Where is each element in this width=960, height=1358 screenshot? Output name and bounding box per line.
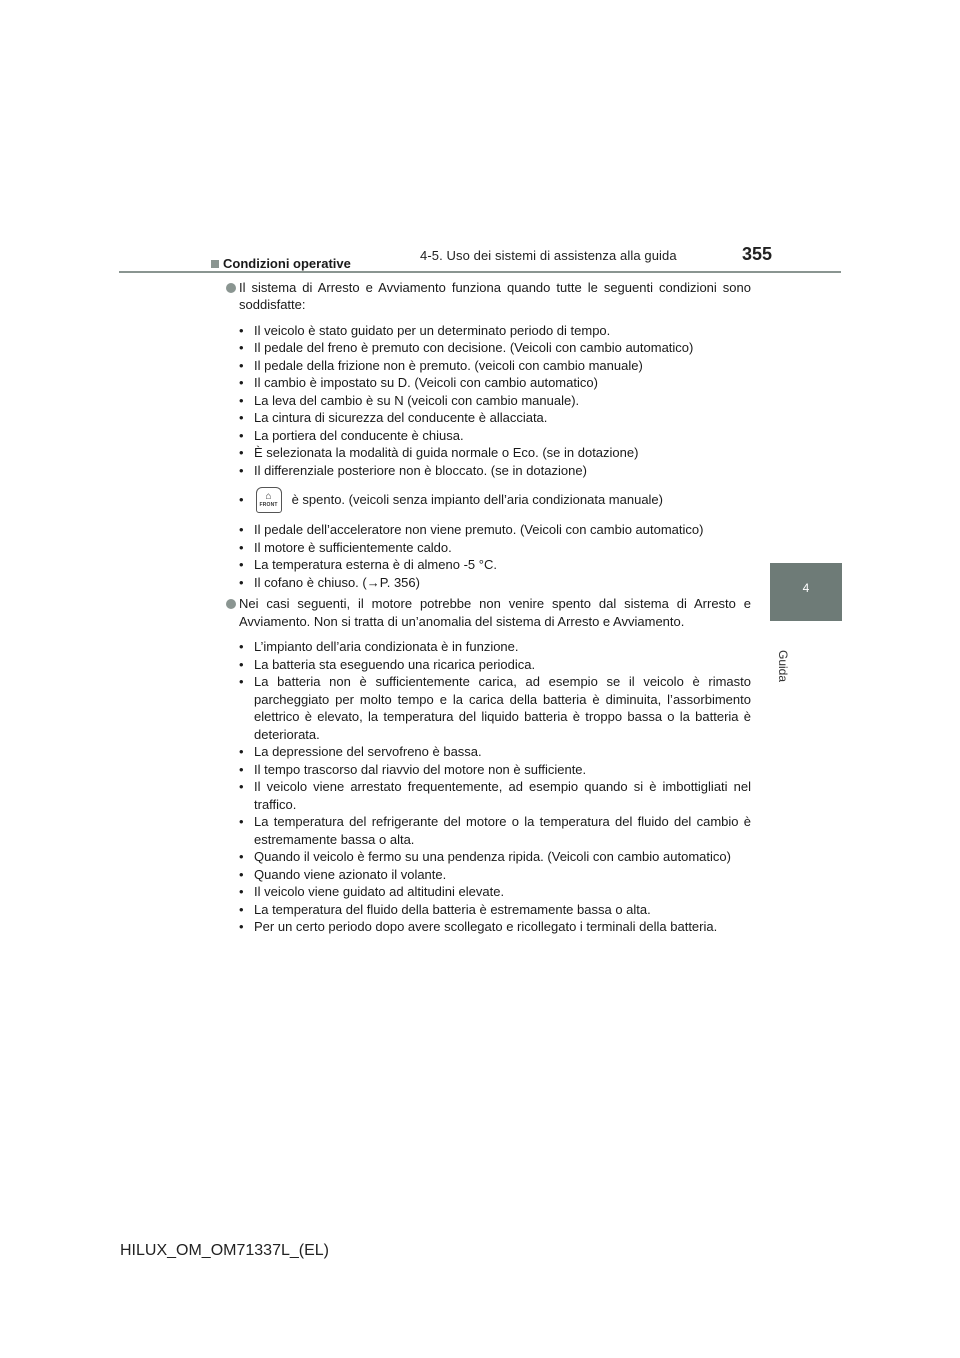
bullet: • xyxy=(239,522,244,537)
list-item xyxy=(211,392,751,410)
paragraph-text: Nei casi seguenti, il motore potrebbe non venire spento dal sistema di Arresto e Avviamento. Non si tratta di un’anomalia del sistema di Arresto e Avviamento. xyxy=(239,596,751,629)
list-item xyxy=(211,374,751,392)
list-item xyxy=(211,761,751,779)
list-item-text: Il pedale del freno è premuto con decisione. (Veicoli con cambio automatico) xyxy=(254,340,694,355)
list-item-text: La portiera del conducente è chiusa. xyxy=(254,427,464,443)
list-item xyxy=(211,556,751,574)
list-item xyxy=(211,427,751,445)
list-item-text: La temperatura esterna è di almeno -5 °C. xyxy=(254,557,497,572)
bullet: • xyxy=(239,445,244,460)
list-item-text: La depressione del servofreno è bassa. xyxy=(254,744,482,759)
bullet: • xyxy=(239,539,244,555)
list-item-text: La batteria sta eseguendo una ricarica periodica. xyxy=(254,656,536,672)
bullet: • xyxy=(239,814,244,829)
list-item xyxy=(211,866,751,884)
paragraph-exceptions xyxy=(211,595,751,630)
list-item-text: La cintura di sicurezza del conducente è allacciata. xyxy=(254,410,548,425)
icon-item-text: è spento. (veicoli senza impianto dell’aria condizionata manuale) xyxy=(291,492,663,508)
list-item-text: La leva del cambio è su N (veicoli con cambio manuale). xyxy=(254,392,580,408)
bullet: • xyxy=(239,574,244,590)
bullet: • xyxy=(239,884,244,899)
list-item xyxy=(211,521,751,539)
circle-bullet-icon xyxy=(226,599,236,609)
list-item-text: Per un certo periodo dopo avere scollegato e ricollegato i terminali della batteria. xyxy=(254,919,718,934)
list-item-text: Il veicolo viene guidato ad altitudini elevate. xyxy=(254,884,505,899)
list-item xyxy=(211,574,751,592)
bullet: • xyxy=(239,340,244,355)
list-item xyxy=(211,883,751,901)
list-item-text: Il tempo trascorso dal riavvio del motore non è sufficiente. xyxy=(254,761,587,777)
bullet: • xyxy=(239,901,244,917)
chapter-label: Guida xyxy=(776,650,790,683)
bullet: • xyxy=(239,761,244,777)
bullet: • xyxy=(239,427,244,443)
list-item-text: Il cambio è impostato su D. (Veicoli con cambio automatico) xyxy=(254,375,598,390)
bullet: • xyxy=(239,674,244,689)
bullet: • xyxy=(239,492,244,508)
list-item xyxy=(211,673,751,743)
bullet: • xyxy=(239,375,244,390)
list-item-text: Quando viene azionato il volante. xyxy=(254,866,447,882)
bullet: • xyxy=(239,744,244,759)
list-item-text: Il cofano è chiuso. (→P. 356) xyxy=(254,574,420,590)
bullet: • xyxy=(239,656,244,672)
list-item-text: Il pedale della frizione non è premuto. (veicoli con cambio manuale) xyxy=(254,357,643,373)
page-number: 355 xyxy=(742,244,773,264)
bullet: • xyxy=(239,357,244,373)
list-item-text: La temperatura del refrigerante del motore o la temperatura del fluido del cambio è estremamente bassa o alta. xyxy=(254,814,751,847)
square-bullet-icon xyxy=(211,260,219,268)
list-item xyxy=(211,462,751,480)
chapter-number: 4 xyxy=(802,581,810,595)
list-item-text: Il differenziale posteriore non è bloccato. (se in dotazione) xyxy=(254,462,587,478)
list-item xyxy=(211,339,751,357)
bullet: • xyxy=(239,410,244,425)
exceptions-list xyxy=(211,638,751,936)
bullet: • xyxy=(239,322,244,338)
conditions-list-continued xyxy=(211,521,751,591)
list-item xyxy=(211,638,751,656)
list-item xyxy=(211,848,751,866)
section-heading-text: Condizioni operative xyxy=(223,256,351,271)
conditions-list xyxy=(211,322,751,480)
list-item-text: Il veicolo viene arrestato frequentemente, ad esempio quando si è imbottigliati nel traffico. xyxy=(254,779,751,812)
bullet: • xyxy=(239,462,244,478)
header-section-title: 4-5. Uso dei sistemi di assistenza alla guida xyxy=(420,248,677,263)
bullet: • xyxy=(239,392,244,408)
front-defroster-icon: ⌂ FRONT xyxy=(256,487,282,513)
circle-bullet-icon xyxy=(226,283,236,293)
content xyxy=(211,252,751,936)
icon-list-item xyxy=(211,485,751,515)
list-item xyxy=(211,656,751,674)
bullet: • xyxy=(239,849,244,864)
bullet: • xyxy=(239,919,244,934)
list-item xyxy=(211,901,751,919)
bullet: • xyxy=(239,557,244,572)
paragraph-conditions xyxy=(211,279,751,314)
paragraph-text: Il sistema di Arresto e Avviamento funziona quando tutte le seguenti condizioni sono soddisfatte: xyxy=(239,279,751,312)
list-item xyxy=(211,357,751,375)
list-item xyxy=(211,322,751,340)
list-item xyxy=(211,409,751,427)
list-item-text: La temperatura del fluido della batteria è estremamente bassa o alta. xyxy=(254,901,651,917)
list-item-text: Quando il veicolo è fermo su una pendenza ripida. (Veicoli con cambio automatico) xyxy=(254,849,731,864)
list-item xyxy=(211,743,751,761)
list-item xyxy=(211,813,751,848)
chapter-tab xyxy=(770,563,842,621)
list-item-text: L’impianto dell’aria condizionata è in funzione. xyxy=(254,639,519,654)
front-icon-text: FRONT xyxy=(259,502,278,508)
section-heading xyxy=(211,255,751,273)
list-item-text: Il motore è sufficientemente caldo. xyxy=(254,539,452,555)
list-item xyxy=(211,778,751,813)
list-item xyxy=(211,444,751,462)
list-item xyxy=(211,918,751,936)
list-item-text: Il veicolo è stato guidato per un determinato periodo di tempo. xyxy=(254,322,611,338)
list-item-text: È selezionata la modalità di guida normale o Eco. (se in dotazione) xyxy=(254,445,639,460)
list-item-text: Il pedale dell’acceleratore non viene premuto. (Veicoli con cambio automatico) xyxy=(254,522,704,537)
bullet: • xyxy=(239,639,244,654)
list-item-text: La batteria non è sufficientemente carica, ad esempio se il veicolo è rimasto parcheggiato per molto tempo e la carica della batteria è diminuita, l’assorbimento elettrico è elevato, la temperatura del liquido batteria è troppo bassa o la batteria è deteriorata. xyxy=(254,674,751,742)
footer-code: HILUX_OM_OM71337L_(EL) xyxy=(120,1242,329,1259)
bullet: • xyxy=(239,866,244,882)
bullet: • xyxy=(239,779,244,794)
list-item xyxy=(211,539,751,557)
